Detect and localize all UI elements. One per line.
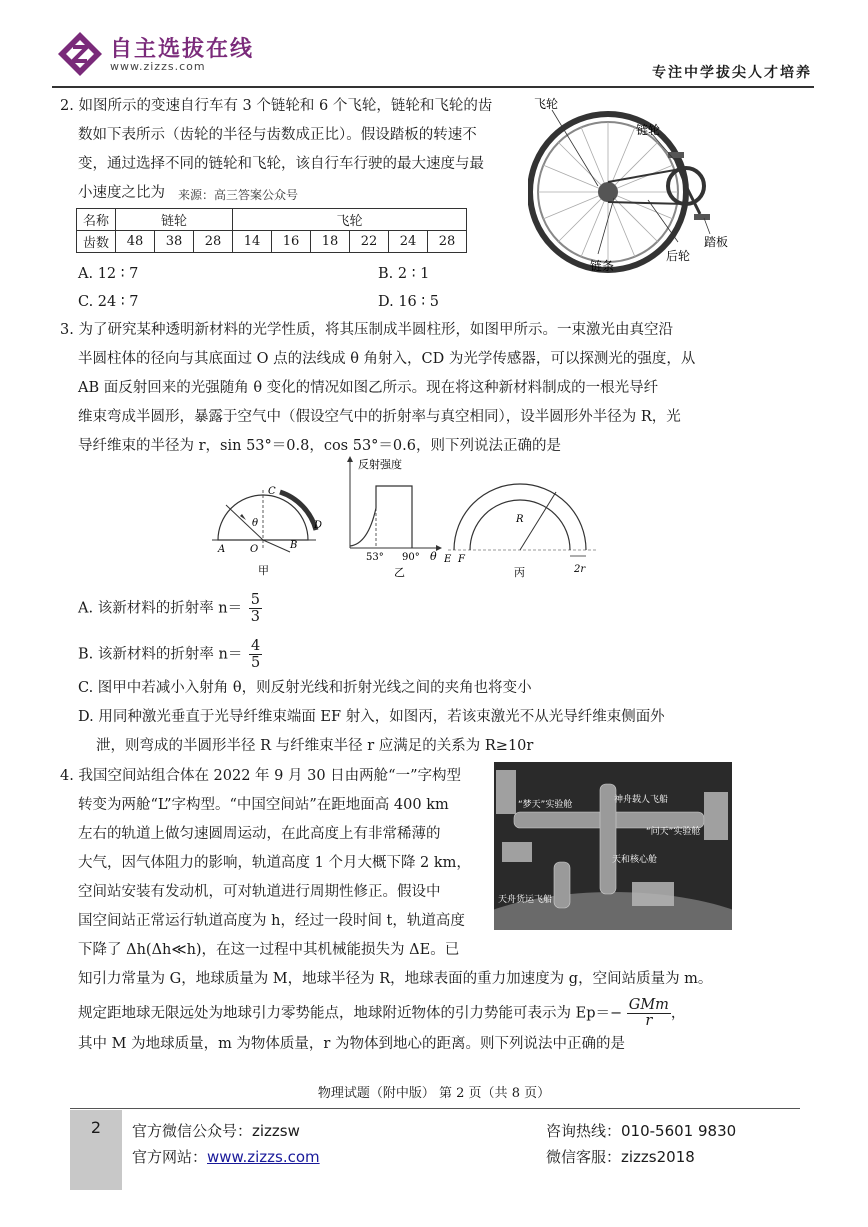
gear-table <box>76 208 467 253</box>
q2-stem-line-1: 2. 如图所示的变速自行车有 3 个链轮和 6 个飞轮，链轮和飞轮的齿 <box>60 98 493 114</box>
q4-stem-line-10: 其中 M 为地球质量，m 为物体质量，r 为物体到地心的距离。则下列说法中正确的是 <box>78 1036 625 1052</box>
footer-website <box>132 1146 320 1167</box>
q2-stem-line-4: 小速度之比为 <box>78 185 165 201</box>
label-a: A <box>218 544 226 555</box>
fraction-a <box>249 592 262 625</box>
fraction-a-den: 3 <box>250 609 260 625</box>
q3-option-c[interactable]: C. 图甲中若减小入射角 θ，则反射光线和折射光线之间的夹角也将变小 <box>78 680 532 696</box>
footer-service: 微信客服：zizzs2018 <box>546 1148 695 1166</box>
q3-stem-line-2: 半圆柱体的径向与其底面过 O 点的法线成 θ 角射入，CD 为光学传感器，可以探测光的强度，从 <box>78 351 696 367</box>
caption-yi: 乙 <box>394 566 405 579</box>
label-chainring: 链轮 <box>636 123 661 137</box>
q3-option-d-line-2: 泄，则弯成的半圆形半径 R 与纤维束半径 r 应满足的关系为 R≥10r <box>96 738 534 754</box>
table-cell: 22 <box>350 231 389 253</box>
source-note: 来源：高三答案公众号 <box>178 188 299 202</box>
fraction-a-num: 5 <box>250 592 260 608</box>
label-flywheel: 飞轮 <box>534 97 559 111</box>
q4-stem-line-9 <box>78 998 685 1029</box>
chart-xlabel: θ <box>430 550 437 563</box>
label-c: C <box>268 486 276 497</box>
q2-option-d[interactable]: D. 16 ∶ 5 <box>378 294 439 310</box>
table-row <box>77 231 467 253</box>
bicycle-figure <box>528 94 738 284</box>
q3-option-b[interactable] <box>78 638 262 671</box>
photo-label-tianzhou: 天舟货运飞船 <box>498 895 553 905</box>
figure-yi-chart <box>340 452 450 582</box>
footer-website-link[interactable]: www.zizzs.com <box>207 1148 320 1166</box>
tick-53: 53° <box>366 552 384 563</box>
q4-stem-line-3: 左右的轨道上做匀速圆周运动，在此高度上有非常稀薄的 <box>78 826 441 842</box>
potential-numerator: GMm <box>628 997 669 1013</box>
label-o: O <box>250 544 259 555</box>
q3-option-d-line-1[interactable]: D. 用同种激光垂直于光导纤维束端面 EF 射入，如图丙，若该束激光不从光导纤维束侧面外 <box>78 709 665 725</box>
label-2r: 2r <box>574 564 586 575</box>
figure-jia <box>206 470 336 580</box>
table-header-chainring: 链轮 <box>116 209 233 231</box>
header-divider <box>52 86 814 88</box>
label-f: F <box>458 554 465 565</box>
page-number: 2 <box>70 1110 122 1190</box>
q4-stem-line-4: 大气，因气体阻力的影响，轨道高度 1 个月大概下降 2 km， <box>78 855 471 871</box>
table-cell: 48 <box>116 231 155 253</box>
fraction-b <box>249 638 262 671</box>
q2-stem-line-3: 变，通过选择不同的链轮和飞轮，该自行车行驶的最大速度与最 <box>78 156 484 172</box>
table-cell: 14 <box>233 231 272 253</box>
potential-denominator: r <box>645 1013 653 1029</box>
q3-option-a[interactable] <box>78 592 262 625</box>
fraction-b-num: 4 <box>250 638 261 654</box>
chart-ylabel: 反射强度 <box>358 458 402 471</box>
table-header-name: 名称 <box>77 209 116 231</box>
photo-label-mengtian: “梦天”实验舱 <box>518 800 573 810</box>
photo-label-tianhe: 天和核心舱 <box>612 855 658 865</box>
label-e: E <box>444 554 452 565</box>
label-chain: 链条 <box>590 259 615 273</box>
table-cell: 16 <box>272 231 311 253</box>
footer-divider <box>70 1108 800 1109</box>
figure-bing <box>444 470 602 580</box>
photo-label-wentian: “问天”实验舱 <box>646 827 701 837</box>
flywheel-cassette <box>598 182 618 202</box>
q4-stem-line-8: 知引力常量为 G，地球质量为 M，地球半径为 R，地球表面的重力加速度为 g，空间站质量为 m。 <box>78 971 713 987</box>
footer-wechat: 官方微信公众号：zizzsw <box>132 1122 300 1140</box>
q3-stem-line-3: AB 面反射回来的光强随角 θ 变化的情况如图乙所示。现在将这种新材料制成的一根光导纤 <box>78 380 659 396</box>
space-station-photo <box>494 762 732 930</box>
label-r: R <box>516 514 524 525</box>
q3-stem-line-4: 维束弯成半圆形，暴露于空气中（假设空气中的折射率与真空相同），设半圆形外半径为 R，光 <box>78 409 681 425</box>
table-header-flywheel: 飞轮 <box>233 209 467 231</box>
footer-hotline: 咨询热线：010-5601 9830 <box>546 1122 737 1140</box>
header-slogan: 专注中学拔尖人才培养 <box>652 65 812 81</box>
brand-logo-icon <box>56 30 104 78</box>
footer-website-label: 官方网站： <box>132 1148 208 1166</box>
tick-90: 90° <box>402 552 420 563</box>
q4-stem-line-5: 空间站安装有发动机，可对轨道进行周期性修正。假设中 <box>78 884 441 900</box>
fraction-b-den: 5 <box>250 655 261 671</box>
q2-option-c[interactable]: C. 24 ∶ 7 <box>78 294 139 310</box>
q2-stem-line-2: 数如下表所示（齿轮的半径与齿数成正比）。假设踏板的转速不 <box>78 127 477 143</box>
table-cell: 28 <box>428 231 467 253</box>
label-theta: θ <box>252 518 259 529</box>
q2-option-b[interactable]: B. 2 ∶ 1 <box>378 266 430 282</box>
brand-name: 自主选拔在线 <box>110 36 255 62</box>
label-d: D <box>314 520 323 531</box>
q4-stem-line-6: 国空间站正常运行轨道高度为 h，经过一段时间 t，轨道高度 <box>78 913 465 929</box>
q3-stem-line-5: 导纤维束的半径为 r，sin 53°＝0.8，cos 53°＝0.6，则下列说法正确的是 <box>78 438 561 454</box>
q4-stem-line-7: 下降了 Δh(Δh≪h)，在这一过程中其机械能损失为 ΔE。已 <box>78 942 460 958</box>
label-rear-wheel: 后轮 <box>666 249 691 263</box>
brand-url[interactable]: www.zizzs.com <box>110 60 206 73</box>
potential-fraction <box>627 998 671 1029</box>
reflection-curve <box>350 486 412 548</box>
caption-bing: 丙 <box>514 566 525 579</box>
table-cell: 18 <box>311 231 350 253</box>
q3-stem-line-1: 3. 为了研究某种透明新材料的光学性质，将其压制成半圆柱形，如图甲所示。一束激光由真空沿 <box>60 322 673 338</box>
table-cell: 38 <box>155 231 194 253</box>
q2-option-a[interactable]: A. 12 ∶ 7 <box>78 266 139 282</box>
photo-label-shenzhou: 神舟载人飞船 <box>614 795 669 805</box>
table-row <box>77 209 467 231</box>
table-label-teeth: 齿数 <box>77 231 116 253</box>
caption-jia: 甲 <box>258 564 269 577</box>
q4-potential-text: 规定距地球无限远处为地球引力零势能点，地球附近物体的引力势能可表示为 Ep＝− <box>78 1005 623 1022</box>
table-cell: 24 <box>389 231 428 253</box>
q4-stem-line-1: 4. 我国空间站组合体在 2022 年 9 月 30 日由两舱“一”字构型 <box>60 768 461 784</box>
label-pedal: 踏板 <box>704 235 729 249</box>
option-a-text: A. 该新材料的折射率 n＝ <box>78 600 243 617</box>
table-cell: 28 <box>194 231 233 253</box>
q4-stem-line-2: 转变为两舱“L”字构型。“中国空间站”在距地面高 400 km <box>78 797 449 813</box>
label-b: B <box>290 540 298 551</box>
page-caption: 物理试题（附中版） 第 2 页（共 8 页） <box>317 1086 551 1101</box>
q4-potential-end: ， <box>670 1005 686 1022</box>
option-b-text: B. 该新材料的折射率 n＝ <box>78 646 243 663</box>
